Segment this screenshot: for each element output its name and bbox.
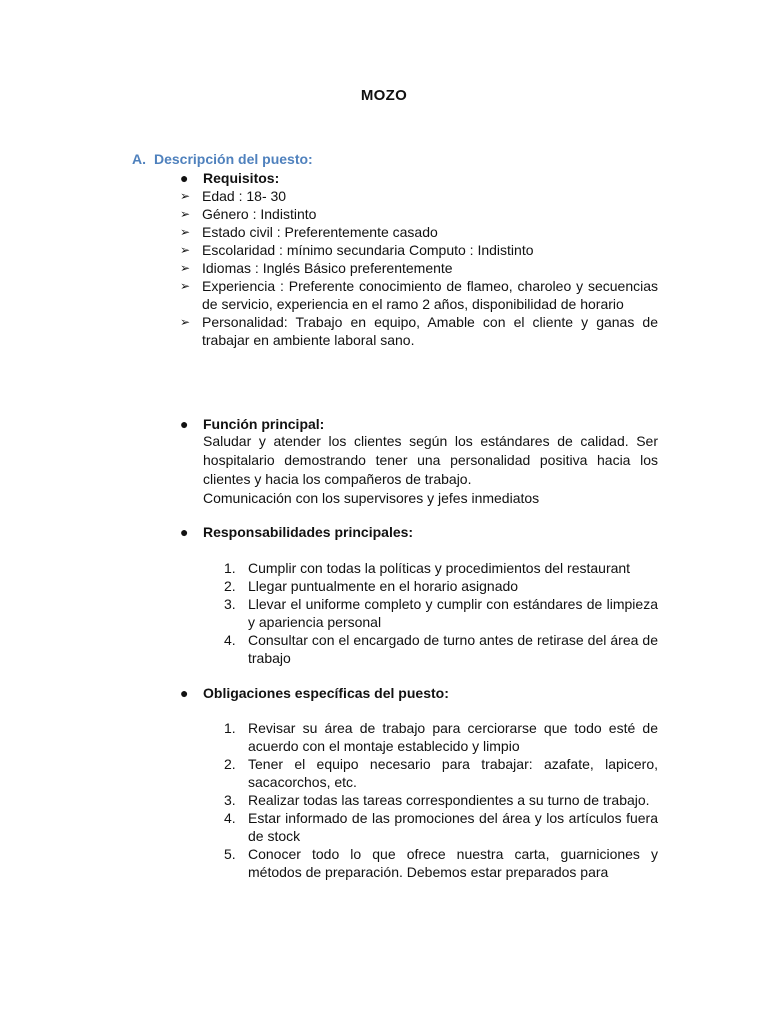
section-letter: A. bbox=[132, 151, 146, 167]
list-item: 4. Estar informado de las promociones del área y los artículos fuera de stock bbox=[224, 810, 658, 844]
list-item: 2. Tener el equipo necesario para trabajar: azafate, lapicero, sacacorchos, etc. bbox=[224, 756, 658, 790]
round-bullet-icon: ● bbox=[180, 685, 189, 701]
list-item: 2. Llegar puntualmente en el horario asignado bbox=[224, 578, 519, 594]
section-heading-text: Descripción del puesto: bbox=[154, 151, 313, 167]
list-item: 1. Cumplir con todas la políticas y procedimientos del restaurant bbox=[224, 560, 631, 576]
round-bullet-icon: ● bbox=[180, 416, 189, 432]
list-item: ➢ Estado civil : Preferentemente casado bbox=[180, 224, 438, 240]
arrow-bullet-icon: ➢ bbox=[180, 189, 191, 203]
list-item: ➢ Escolaridad : mínimo secundaria Computo : Indistinto bbox=[180, 242, 534, 258]
arrow-bullet-icon: ➢ bbox=[180, 243, 191, 257]
list-item: ➢ Edad : 18- 30 bbox=[180, 188, 287, 204]
list-item: 1. Revisar su área de trabajo para cerciorarse que todo esté de acuerdo con el montaje establecido y limpio bbox=[224, 720, 658, 754]
funcion-label: Función principal: bbox=[203, 416, 325, 432]
obligaciones-label: Obligaciones específicas del puesto: bbox=[203, 685, 449, 701]
list-item: ➢ Género : Indistinto bbox=[180, 206, 317, 222]
list-item: 4. Consultar con el encargado de turno antes de retirase del área de trabajo bbox=[224, 632, 658, 666]
responsabilidades-list bbox=[224, 559, 658, 667]
requisitos-list bbox=[180, 187, 658, 349]
funcion-paragraph: Saludar y atender los clientes según los estándares de calidad. Ser hospitalario demostrando tener una personalidad positiva hacia los clientes y hacia los compañeros de trabajo. bbox=[203, 433, 658, 487]
requisitos-label: Requisitos: bbox=[203, 170, 280, 186]
arrow-bullet-icon: ➢ bbox=[180, 261, 191, 275]
round-bullet-icon: ● bbox=[180, 524, 189, 540]
responsabilidades-label: Responsabilidades principales: bbox=[203, 524, 414, 540]
list-item: 3. Realizar todas las tareas correspondientes a su turno de trabajo. bbox=[224, 792, 650, 808]
list-item: 3. Llevar el uniforme completo y cumplir con estándares de limpieza y apariencia personal bbox=[224, 596, 658, 630]
section-heading bbox=[132, 151, 313, 167]
document-title: MOZO bbox=[360, 87, 408, 104]
list-item: ➢ Idiomas : Inglés Básico preferentemente bbox=[180, 260, 453, 276]
obligaciones-list bbox=[224, 719, 658, 881]
list-item: ➢ Personalidad: Trabajo en equipo, Amable con el cliente y ganas de trabajar en ambiente laboral sano. bbox=[180, 314, 658, 348]
arrow-bullet-icon: ➢ bbox=[180, 279, 191, 293]
arrow-bullet-icon: ➢ bbox=[180, 225, 191, 239]
arrow-bullet-icon: ➢ bbox=[180, 207, 191, 221]
arrow-bullet-icon: ➢ bbox=[180, 315, 191, 329]
list-item: ➢ Experiencia : Preferente conocimiento de flameo, charoleo y secuencias de servicio, experiencia en el ramo 2 años, disponibilidad de horario bbox=[180, 278, 658, 312]
funcion-paragraph-2: Comunicación con los supervisores y jefes inmediatos bbox=[203, 490, 540, 506]
round-bullet-icon: ● bbox=[180, 170, 189, 186]
list-item: 5. Conocer todo lo que ofrece nuestra carta, guarniciones y métodos de preparación. Debemos estar preparados para bbox=[224, 846, 658, 880]
